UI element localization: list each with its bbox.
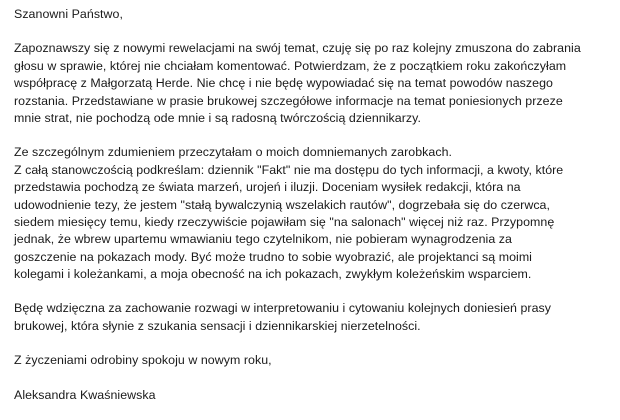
paragraph-line: Zapoznawszy się z nowymi rewelacjami na swój temat, czuję się po raz kolejny zmuszona do zabrania [14,41,581,56]
paragraph-gap [14,370,614,387]
paragraph-line: Z całą stanowczością podkreślam: dziennik "Fakt" nie ma dostępu do tych informacji, a kwoty, które [14,162,564,177]
paragraph-line: współpracę z Małgorzatą Herde. Nie chcę i nie będę wypowiadać się na temat powodów naszego [14,76,553,91]
closing-line: Z życzeniami odrobiny spokoju w nowym roku, [14,353,272,368]
salutation: Szanowni Państwo, [14,7,123,21]
paragraph-1 [14,40,614,127]
paragraph-gap [14,127,614,144]
paragraph-line: przedstawia pochodzą ze świata marzeń, urojeń i iluzji. Doceniam wysiłek redakcji, która na [14,180,521,195]
paragraph-gap [14,283,614,300]
paragraph-line: kolegami i koleżankami, a moja obecność na ich pokazach, zwykłym koleżeńskim wsparciem. [14,267,532,282]
paragraph-line: rozstania. Przedstawiane w prasie brukowej szczegółowe informacje na temat poniesionych przeze [14,93,563,108]
letter [14,6,614,404]
paragraph-gap [14,335,614,352]
paragraph-line: Będę wdzięczna za zachowanie rozwagi w interpretowaniu i cytowaniu kolejnych doniesień prasy [14,301,551,316]
paragraph-line: siedem miesięcy temu, kiedy rzeczywiście pojawiłam się "na salonach" więcej niż raz. Przypomnę [14,214,555,229]
paragraph-2 [14,144,614,283]
paragraph-3 [14,300,614,335]
paragraph-line: głosu w sprawie, której nie chciałam komentować. Potwierdzam, że z początkiem roku zakończyłam [14,58,567,73]
paragraph-line: mnie strat, nie pochodzą ode mnie i są radosną twórczością dziennikarzy. [14,110,421,125]
signature: Aleksandra Kwaśniewska [14,387,156,402]
paragraph-line: jednak, że wbrew upartemu wmawianiu tego czytelnikom, nie pobieram wynagrodzenia za [14,232,512,247]
paragraph-line: Ze szczególnym zdumieniem przeczytałam o moich domniemanych zarobkach. [14,145,453,160]
paragraph-line: goszczenie na pokazach mody. Być może trudno to sobie wyobrazić, ale projektanci są moimi [14,249,532,264]
paragraph-gap [14,23,614,40]
paragraph-line: udowodnienie tezy, że jestem "stałą bywalczynią wszelakich rautów", dogrzebała się do czerwca, [14,197,550,212]
paragraph-line: brukowej, która słynie z szukania sensacji i dziennikarskiej nierzetelności. [14,318,421,333]
